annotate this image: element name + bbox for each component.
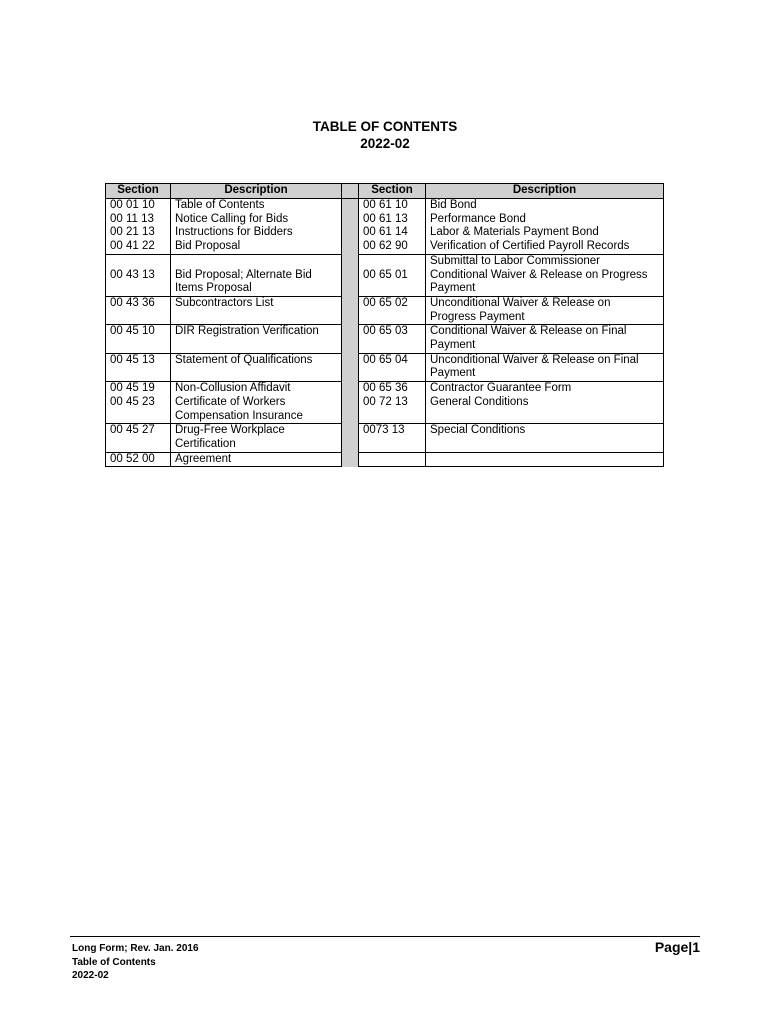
right-description-cell <box>426 452 664 467</box>
left-description-cell: Compensation Insurance <box>171 410 342 424</box>
table-row <box>106 438 664 452</box>
right-description-cell: General Conditions <box>426 396 664 410</box>
left-section-cell: 00 45 13 <box>106 353 171 367</box>
column-gap <box>342 184 359 199</box>
right-section-cell: 00 65 01 <box>359 269 426 283</box>
column-gap <box>342 296 359 310</box>
table-row <box>106 282 664 296</box>
footer <box>70 936 700 981</box>
left-description-cell: Certification <box>171 438 342 452</box>
page-number: Page|1 <box>654 939 700 955</box>
right-section-cell: 00 62 90 <box>359 240 426 254</box>
left-section-cell <box>106 410 171 424</box>
table-row <box>106 296 664 310</box>
table-row <box>106 396 664 410</box>
column-gap <box>342 226 359 240</box>
left-section-cell: 00 45 23 <box>106 396 171 410</box>
table-row <box>106 367 664 381</box>
right-section-cell: 00 65 02 <box>359 296 426 310</box>
left-section-cell: 00 41 22 <box>106 240 171 254</box>
right-description-cell: Conditional Waiver & Release on Final <box>426 325 664 339</box>
left-description-cell: Bid Proposal <box>171 240 342 254</box>
table-row <box>106 424 664 438</box>
right-section-cell: 00 65 36 <box>359 382 426 396</box>
right-section-cell: 00 65 03 <box>359 325 426 339</box>
right-section-header: Section <box>359 184 426 199</box>
right-description-cell <box>426 438 664 452</box>
column-gap <box>342 213 359 227</box>
left-description-cell: Notice Calling for Bids <box>171 213 342 227</box>
column-gap <box>342 282 359 296</box>
left-description-cell: Statement of Qualifications <box>171 353 342 367</box>
left-section-cell <box>106 311 171 325</box>
right-section-cell: 00 61 14 <box>359 226 426 240</box>
left-section-cell <box>106 339 171 353</box>
column-gap <box>342 254 359 268</box>
right-section-cell <box>359 410 426 424</box>
left-description-cell: Bid Proposal; Alternate Bid <box>171 269 342 283</box>
right-section-cell <box>359 282 426 296</box>
left-description-cell: Items Proposal <box>171 282 342 296</box>
toc-header-row <box>106 184 664 199</box>
right-description-header: Description <box>426 184 664 199</box>
column-gap <box>342 240 359 254</box>
right-description-cell: Labor & Materials Payment Bond <box>426 226 664 240</box>
table-row <box>106 226 664 240</box>
column-gap <box>342 339 359 353</box>
right-section-cell: 00 72 13 <box>359 396 426 410</box>
right-section-cell: 00 61 13 <box>359 213 426 227</box>
right-description-cell: Bid Bond <box>426 199 664 213</box>
left-section-header: Section <box>106 184 171 199</box>
left-section-cell: 00 11 13 <box>106 213 171 227</box>
right-description-cell: Payment <box>426 367 664 381</box>
table-row <box>106 269 664 283</box>
table-row <box>106 339 664 353</box>
table-row <box>106 240 664 254</box>
page-title: TABLE OF CONTENTS <box>312 119 458 134</box>
left-description-cell: Instructions for Bidders <box>171 226 342 240</box>
left-section-cell: 00 45 19 <box>106 382 171 396</box>
left-description-cell: Subcontractors List <box>171 296 342 310</box>
column-gap <box>342 382 359 396</box>
footer-edition: 2022-02 <box>72 970 109 981</box>
left-section-cell: 00 52 00 <box>106 452 171 467</box>
column-gap <box>342 325 359 339</box>
footer-form: Long Form; Rev. Jan. 2016 <box>72 943 199 954</box>
right-section-cell <box>359 339 426 353</box>
table-row <box>106 213 664 227</box>
left-description-cell: Table of Contents <box>171 199 342 213</box>
right-section-cell <box>359 311 426 325</box>
table-row <box>106 325 664 339</box>
left-section-cell: 00 01 10 <box>106 199 171 213</box>
left-section-cell <box>106 438 171 452</box>
column-gap <box>342 353 359 367</box>
left-description-cell <box>171 339 342 353</box>
toc-table <box>105 183 664 467</box>
column-gap <box>342 311 359 325</box>
right-description-cell: Payment <box>426 282 664 296</box>
column-gap <box>342 452 359 467</box>
right-description-cell: Submittal to Labor Commissioner <box>426 254 664 268</box>
left-section-cell <box>106 254 171 268</box>
footer-info <box>72 942 199 983</box>
right-section-cell: 0073 13 <box>359 424 426 438</box>
right-section-cell <box>359 367 426 381</box>
column-gap <box>342 367 359 381</box>
column-gap <box>342 410 359 424</box>
table-row <box>106 311 664 325</box>
right-description-cell: Performance Bond <box>426 213 664 227</box>
left-section-cell: 00 45 27 <box>106 424 171 438</box>
right-description-cell: Contractor Guarantee Form <box>426 382 664 396</box>
left-description-cell: Non-Collusion Affidavit <box>171 382 342 396</box>
left-section-cell: 00 21 13 <box>106 226 171 240</box>
left-description-cell <box>171 367 342 381</box>
left-description-cell <box>171 311 342 325</box>
right-description-cell: Unconditional Waiver & Release on <box>426 296 664 310</box>
right-section-cell <box>359 254 426 268</box>
column-gap <box>342 269 359 283</box>
table-row <box>106 452 664 467</box>
left-description-cell: Certificate of Workers <box>171 396 342 410</box>
left-description-cell: DIR Registration Verification <box>171 325 342 339</box>
right-section-cell <box>359 452 426 467</box>
column-gap <box>342 438 359 452</box>
table-row <box>106 410 664 424</box>
column-gap <box>342 424 359 438</box>
left-section-cell <box>106 282 171 296</box>
right-description-cell: Special Conditions <box>426 424 664 438</box>
right-description-cell: Payment <box>426 339 664 353</box>
right-description-cell: Conditional Waiver & Release on Progress <box>426 269 664 283</box>
left-section-cell: 00 43 13 <box>106 269 171 283</box>
table-row <box>106 254 664 268</box>
right-section-cell: 00 65 04 <box>359 353 426 367</box>
right-description-cell: Progress Payment <box>426 311 664 325</box>
column-gap <box>342 199 359 213</box>
footer-doc-title: Table of Contents <box>72 956 156 968</box>
left-description-header: Description <box>171 184 342 199</box>
right-description-cell: Unconditional Waiver & Release on Final <box>426 353 664 367</box>
table-row <box>106 353 664 367</box>
left-description-cell <box>171 254 342 268</box>
left-section-cell: 00 45 10 <box>106 325 171 339</box>
left-description-cell: Drug-Free Workplace <box>171 424 342 438</box>
table-row <box>106 199 664 213</box>
right-description-cell <box>426 410 664 424</box>
right-description-cell: Verification of Certified Payroll Records <box>426 240 664 254</box>
left-section-cell <box>106 367 171 381</box>
toc-body <box>106 199 664 467</box>
page-subtitle: 2022-02 <box>360 136 410 151</box>
left-section-cell: 00 43 36 <box>106 296 171 310</box>
table-row <box>106 382 664 396</box>
left-description-cell: Agreement <box>171 452 342 467</box>
right-section-cell <box>359 438 426 452</box>
right-section-cell: 00 61 10 <box>359 199 426 213</box>
column-gap <box>342 396 359 410</box>
